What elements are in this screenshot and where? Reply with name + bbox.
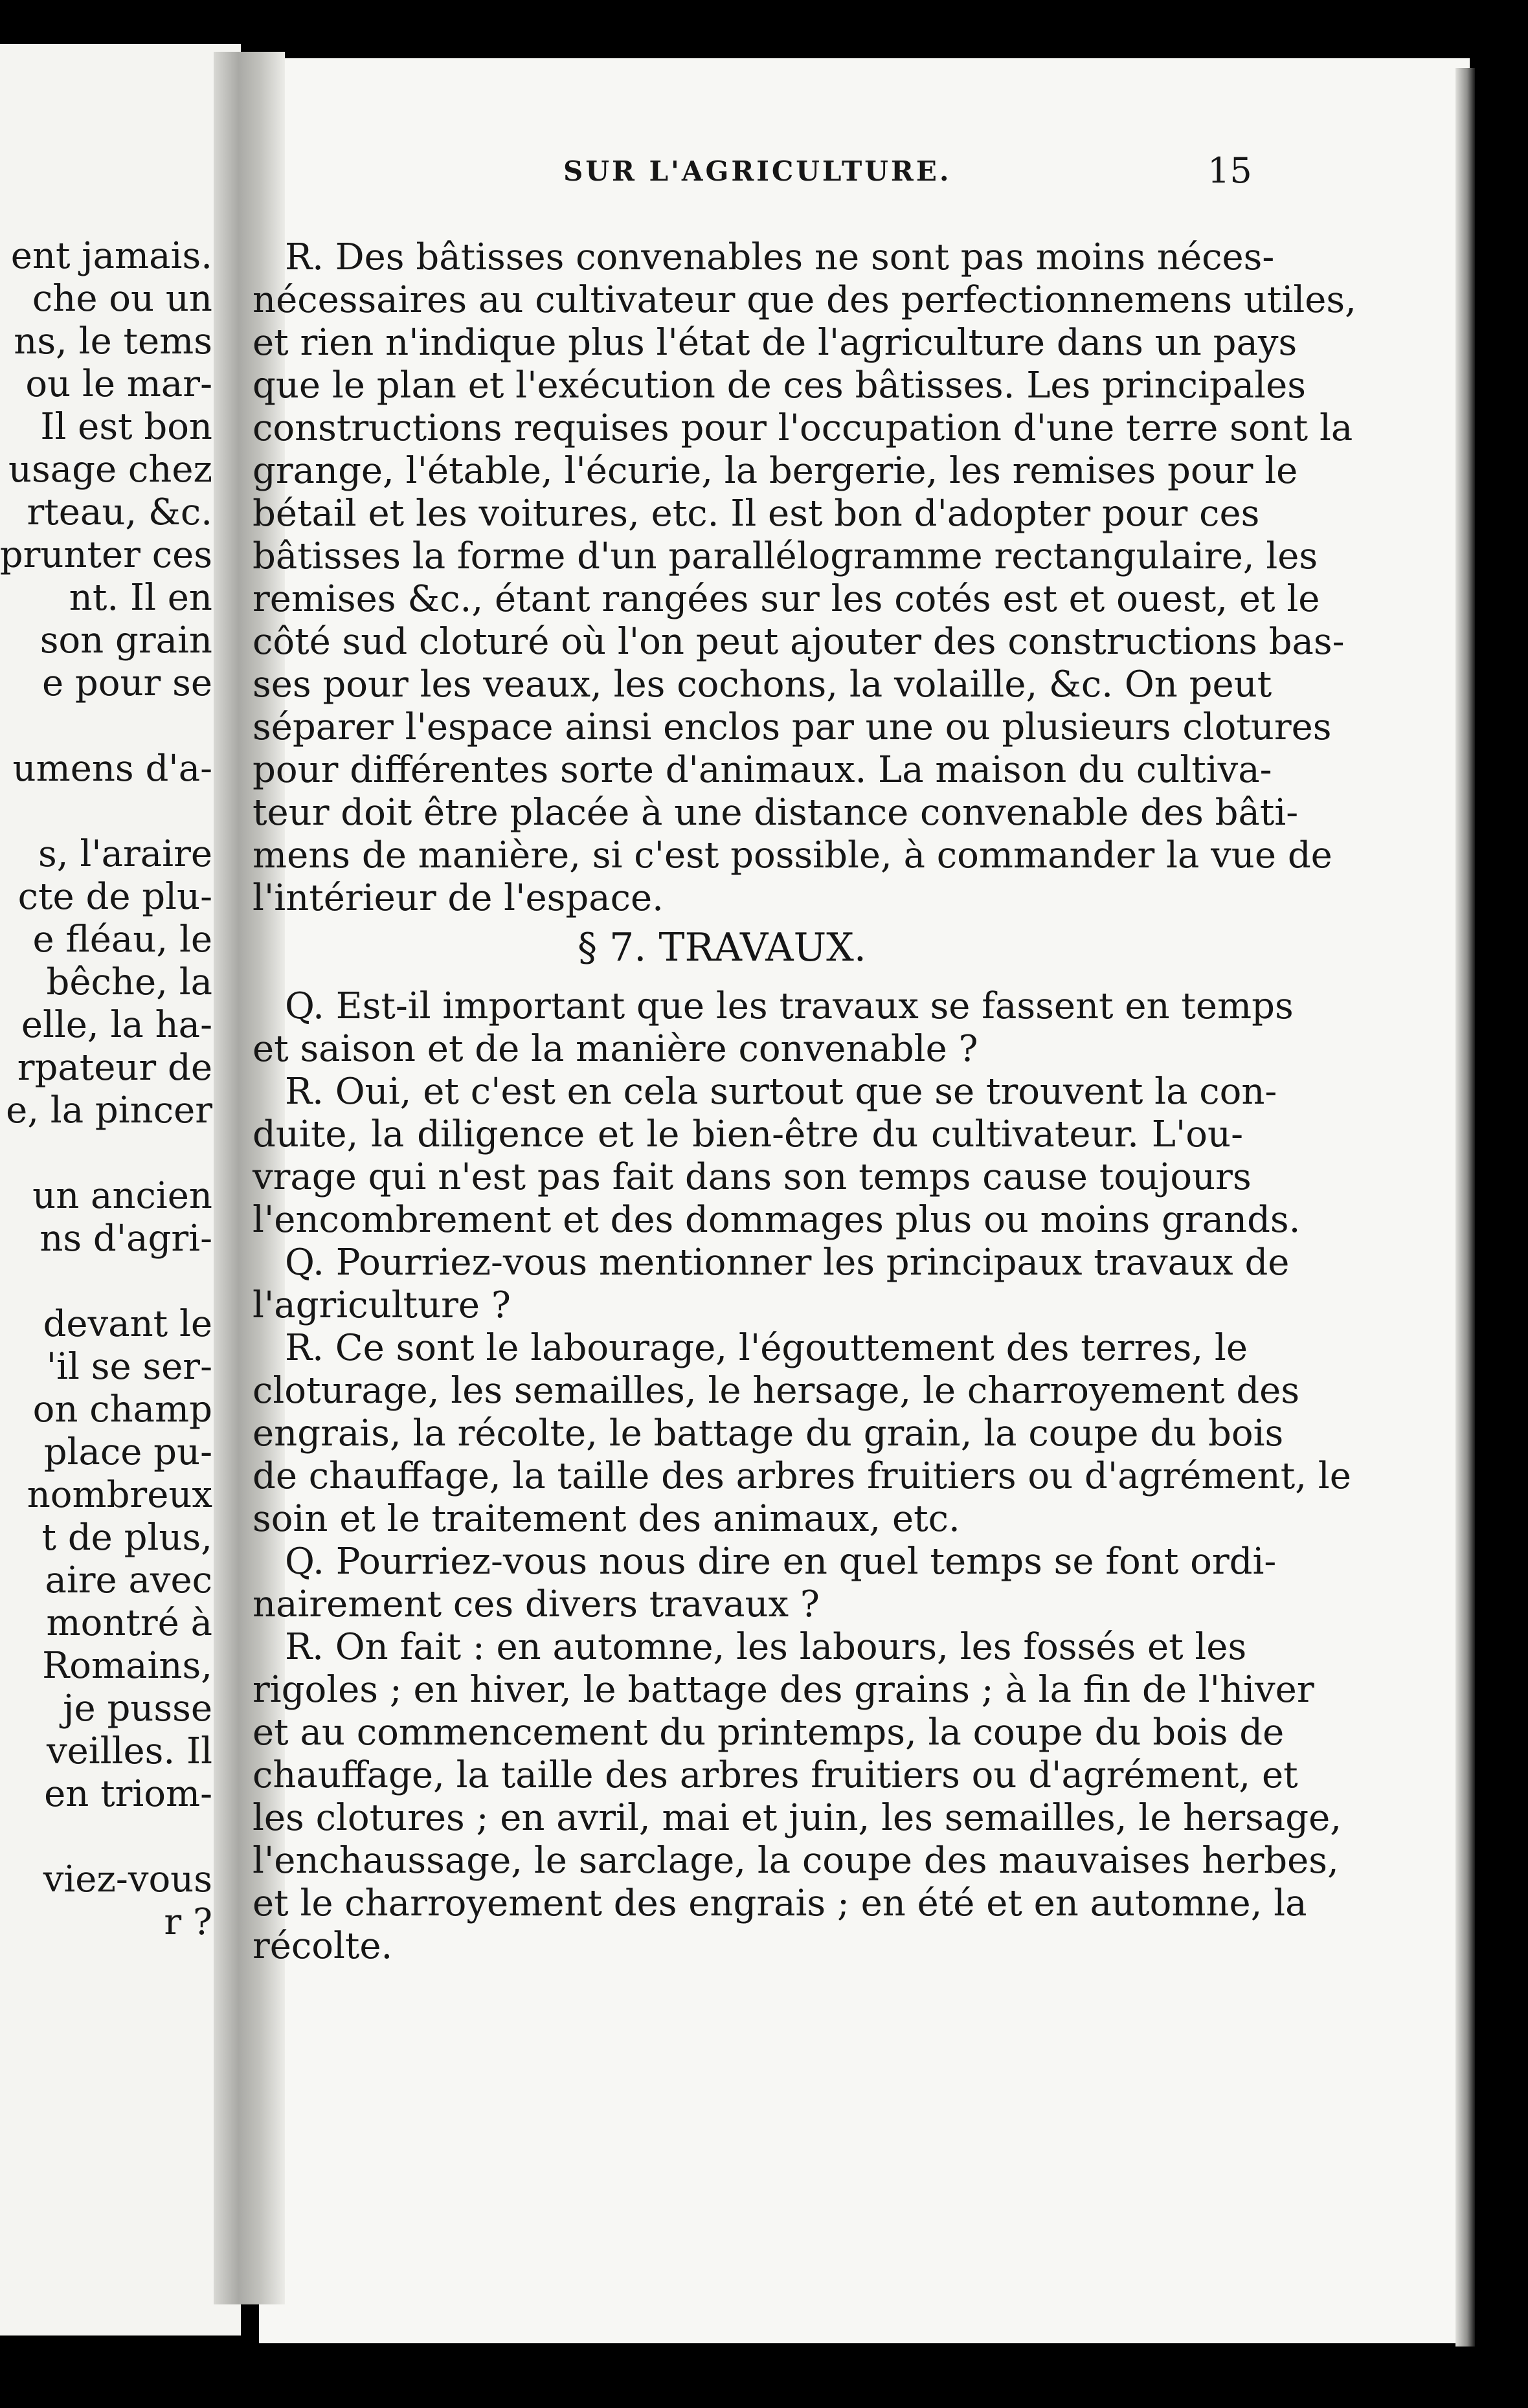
page-number: 15 [1208,150,1252,191]
text-line: l'intérieur de l'espace. [253,877,664,919]
text-line: mens de manière, si c'est possible, à commander la vue de [253,834,1332,876]
left-page-line: en triom- [44,1773,212,1815]
left-page-line: on champ [32,1388,212,1431]
left-page-line: e, la pincer [6,1089,212,1132]
text-line: et saison et de la manière convenable ? [253,1028,978,1070]
left-page-line: 'il se ser- [46,1346,212,1388]
left-page-line: place pu- [43,1431,212,1473]
left-page-line: ns, le tems [14,320,212,362]
text-line: les clotures ; en avril, mai et juin, les semailles, le hersage, [253,1797,1342,1839]
text-line: et au commencement du printemps, la coupe du bois de [253,1711,1285,1754]
text-line: cloturage, les semailles, le hersage, le charroyement des [253,1370,1300,1412]
text-line: et rien n'indique plus l'état de l'agriculture dans un pays [253,322,1298,364]
left-page-line: elle, la ha- [21,1004,212,1046]
text-line: nairement ces divers travaux ? [253,1583,820,1625]
left-page-line: usage chez [8,449,212,491]
text-line: l'enchaussage, le sarclage, la coupe des mauvaises herbes, [253,1840,1339,1882]
text-line: R. On fait : en automne, les labours, les fossés et les [285,1626,1247,1668]
left-page-line: Romains, [42,1645,212,1687]
text-line: récolte. [253,1925,393,1967]
text-line: remises &c., étant rangées sur les cotés est et ouest, et le [253,578,1320,620]
left-page-line: umens d'a- [12,748,212,790]
text-line: que le plan et l'exécution de ces bâtisses. Les principales [253,364,1306,407]
text-line: chauffage, la taille des arbres fruitiers ou d'agrément, et [253,1754,1298,1796]
left-page-line: son grain [39,619,212,662]
text-line: teur doit être placée à une distance convenable des bâti- [253,792,1299,834]
text-line: vrage qui n'est pas fait dans son temps cause toujours [253,1156,1252,1198]
left-page-line: e fléau, le [32,919,212,961]
text-line: bâtisses la forme d'un parallélogramme rectangulaire, les [253,535,1318,577]
text-line: Q. Pourriez-vous mentionner les principaux travaux de [285,1242,1290,1284]
left-page-line: che ou un [32,278,212,320]
left-page-line: nombreux [27,1474,212,1516]
text-line: rigoles ; en hiver, le battage des grains ; à la fin de l'hiver [253,1669,1314,1711]
left-page-line: prunter ces [0,534,212,576]
text-line: engrais, la récolte, le battage du grain, la coupe du bois [253,1412,1284,1455]
text-line: l'encombrement et des dommages plus ou moins grands. [253,1199,1301,1241]
text-line: soin et le traitement des animaux, etc. [253,1498,960,1540]
left-page-line: un ancien [32,1175,212,1217]
text-line: pour différentes sorte d'animaux. La maison du cultiva- [253,749,1272,791]
left-page-line: ent jamais. [10,235,212,277]
page-edge [1455,68,1475,2347]
left-page-line: s, l'araire [38,833,212,875]
left-page-line: rpateur de [17,1047,212,1089]
text-line: séparer l'espace ainsi enclos par une ou plusieurs clotures [253,706,1332,748]
text-line: bétail et les voitures, etc. Il est bon d'adopter pour ces [253,493,1260,535]
text-line: R. Ce sont le labourage, l'égouttement des terres, le [285,1327,1248,1369]
text-line: ses pour les veaux, les cochons, la volaille, &c. On peut [253,663,1272,706]
text-line: côté sud cloturé où l'on peut ajouter des constructions bas- [253,621,1345,663]
text-line: Q. Pourriez-vous nous dire en quel temps se font ordi- [285,1541,1277,1583]
left-page-line: viez-vous [43,1858,212,1901]
text-line: R. Des bâtisses convenables ne sont pas moins néces- [285,236,1275,278]
left-page-line: bêche, la [46,961,212,1003]
text-line: grange, l'étable, l'écurie, la bergerie, les remises pour le [253,450,1298,492]
text-line: l'agriculture ? [253,1284,511,1326]
left-page-line: r ? [164,1901,212,1943]
text-line: nécessaires au cultivateur que des perfectionnemens utiles, [253,279,1356,321]
left-page-line: t de plus, [41,1517,212,1559]
section-heading: § 7. TRAVAUX. [578,925,866,970]
left-page-line: rteau, &c. [27,491,212,533]
left-page-line: ns d'agri- [39,1218,212,1260]
left-page-line: cte de plu- [17,876,212,918]
text-line: constructions requises pour l'occupation d'une terre sont la [253,407,1353,449]
text-line: et le charroyement des engrais ; en été et en automne, la [253,1882,1307,1924]
left-page-line: nt. Il en [69,577,212,619]
left-page-line: Il est bon [40,406,212,448]
running-head: SUR L'AGRICULTURE. [563,155,952,187]
text-line: R. Oui, et c'est en cela surtout que se trouvent la con- [285,1071,1277,1113]
left-page-line: aire avec [45,1559,212,1601]
left-page-line: devant le [43,1303,212,1345]
left-page-line: ou le mar- [25,363,212,405]
left-page-line: montré à [46,1602,212,1644]
text-line: de chauffage, la taille des arbres fruitiers ou d'agrément, le [253,1455,1351,1497]
text-line: Q. Est-il important que les travaux se fassent en temps [285,985,1294,1027]
left-page-line: je pusse [63,1688,212,1730]
left-page [0,44,241,2336]
left-page-line: e pour se [41,662,212,704]
left-page-line: veilles. Il [46,1730,212,1772]
text-line: duite, la diligence et le bien-être du cultivateur. L'ou- [253,1113,1243,1155]
